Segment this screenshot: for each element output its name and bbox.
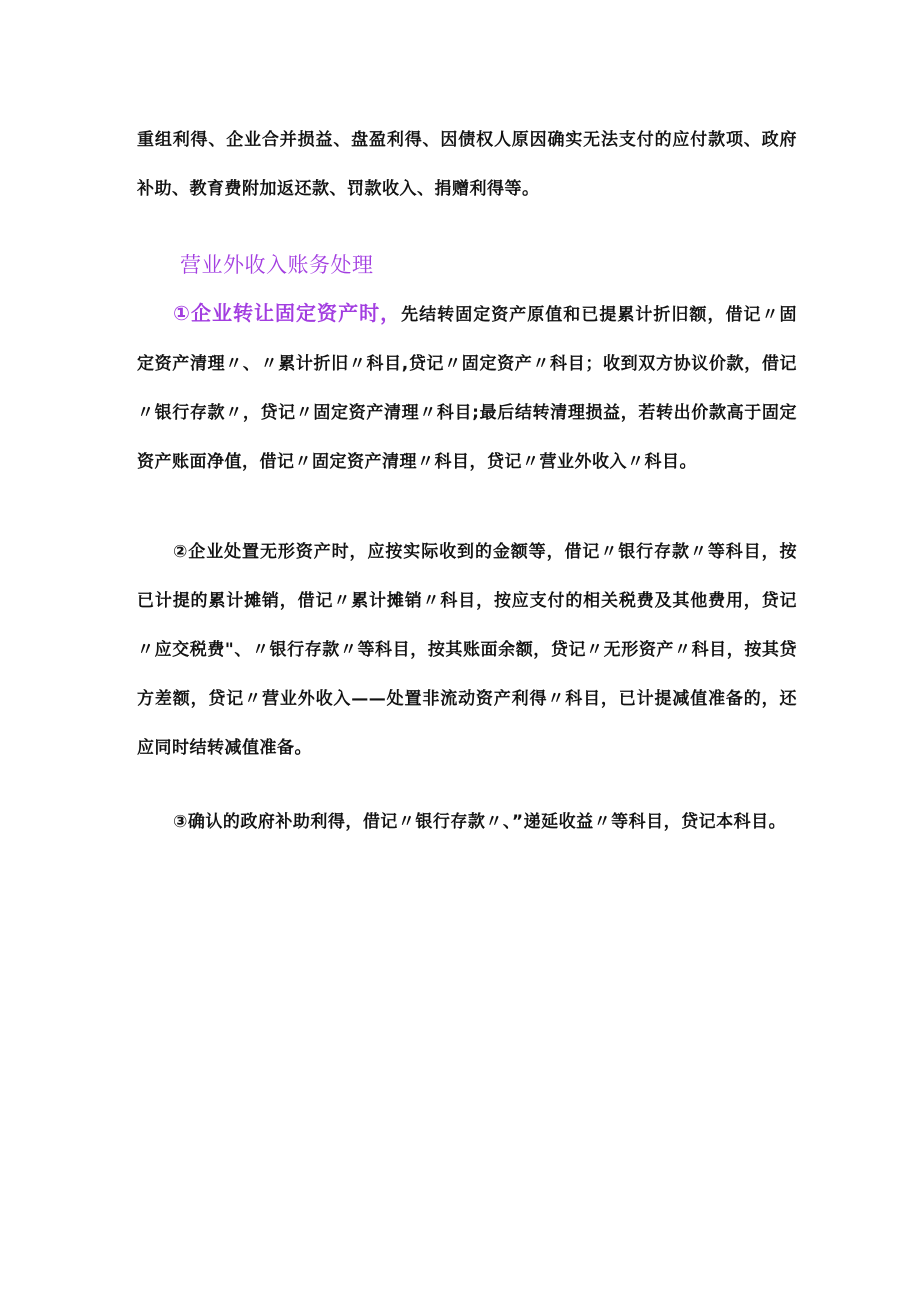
paragraph-body-text: 先结转固定资产原值和已提累计折旧额，借记〃固定资产清理〃、〃累计折旧〃科目,贷记〃固定资产〃科目；收到双方协议价款，借记〃银行存款〃，贷记〃固定资产清理〃科目;最后结转清理损益，若转出价款高于固定资产账面净值，借记〃固定资产清理〃科目，贷记〃营业外收入〃科目。 xyxy=(137,305,798,472)
paragraph-intangible-asset-disposal: ②企业处置无形资产时，应按实际收到的金额等，借记〃银行存款〃等科目，按已计提的累计摊销，借记〃累计摊销〃科目，按应支付的相关税费及其他费用，贷记〃应交税费"、〃银行存款〃等科目，按其账面余额，贷记〃无形资产〃科目，按其贷方差额，贷记〃营业外收入——处置非流动资产利得〃科目，已计提减值准备的，还应同时结转减值准备。 xyxy=(137,542,797,758)
paragraph-government-subsidy: ③确认的政府补助利得，借记〃银行存款〃、”递延收益〃等科目，贷记本科目。 xyxy=(173,812,787,832)
paragraph-fixed-asset-transfer xyxy=(137,289,797,487)
paragraph-lead-highlight: ①企业转让固定资产时， xyxy=(173,301,402,325)
paragraph-income-items: 重组利得、企业合并损益、盘盈利得、因债权人原因确实无法支付的应付款项、政府补助、教育费附加返还款、罚款收入、捐赠利得等。 xyxy=(137,130,797,199)
section-heading: 营业外收入账务处理 xyxy=(180,253,374,277)
